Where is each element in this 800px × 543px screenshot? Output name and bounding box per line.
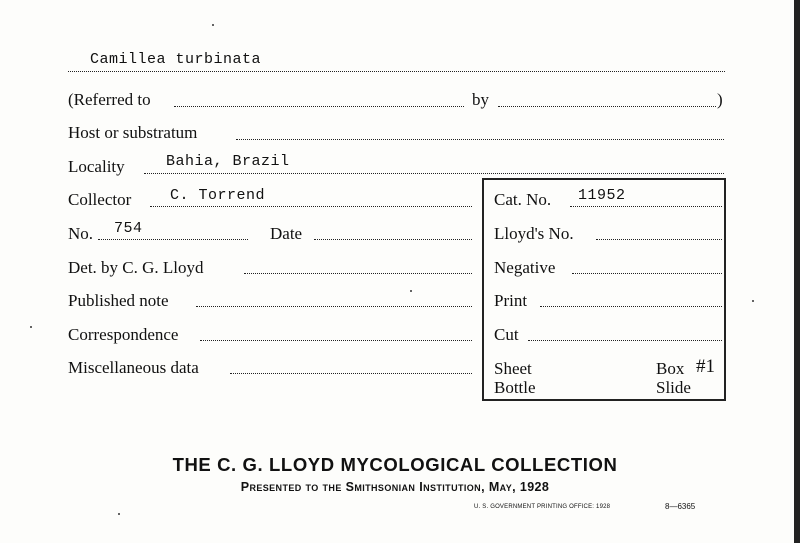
det-line bbox=[244, 273, 472, 274]
referred-label: (Referred to bbox=[68, 90, 151, 109]
sheet-label: Sheet bbox=[494, 359, 532, 378]
cat-value: 11952 bbox=[578, 187, 626, 204]
form-number: 8—6365 bbox=[665, 502, 696, 511]
date-label: Date bbox=[270, 224, 303, 243]
negative-line bbox=[572, 273, 722, 274]
correspondence-line bbox=[200, 340, 472, 341]
published-label: Published note bbox=[68, 291, 169, 310]
referred-close: ) bbox=[717, 90, 723, 109]
det-label: Det. by C. G. Lloyd bbox=[68, 258, 204, 277]
box-label: Box bbox=[656, 359, 685, 378]
box-top-border bbox=[482, 178, 726, 180]
locality-value: Bahia, Brazil bbox=[166, 153, 290, 170]
scan-edge bbox=[794, 0, 800, 543]
scan-speck bbox=[118, 513, 120, 515]
collector-label: Collector bbox=[68, 190, 132, 209]
cut-line bbox=[528, 340, 722, 341]
referred-line bbox=[174, 106, 464, 107]
box-bottom-border bbox=[482, 399, 726, 401]
negative-label: Negative bbox=[494, 258, 556, 277]
misc-line bbox=[230, 373, 472, 374]
collection-title: THE C. G. LLOYD MYCOLOGICAL COLLECTION bbox=[172, 454, 618, 475]
scan-speck bbox=[212, 24, 214, 26]
box-left-border bbox=[482, 178, 484, 400]
cat-label: Cat. No. bbox=[494, 190, 552, 209]
no-value: 754 bbox=[114, 220, 143, 237]
slide-label: Slide bbox=[656, 378, 691, 397]
scan-speck bbox=[30, 326, 32, 328]
locality-label: Locality bbox=[68, 157, 125, 176]
no-line bbox=[98, 239, 248, 240]
cat-line bbox=[570, 206, 722, 207]
collection-subtitle: Presented to the Smithsonian Institution, May, 1928 bbox=[240, 480, 550, 494]
date-line bbox=[314, 239, 472, 240]
scan-speck bbox=[410, 290, 412, 292]
lloyds-line bbox=[596, 239, 722, 240]
collector-value: C. Torrend bbox=[170, 187, 266, 204]
species-line bbox=[68, 71, 725, 72]
host-label: Host or substratum bbox=[68, 123, 198, 142]
box-value: #1 bbox=[696, 356, 715, 377]
no-label: No. bbox=[68, 224, 94, 243]
species-name: Camillea turbinata bbox=[90, 51, 262, 68]
locality-line bbox=[144, 173, 724, 174]
host-line bbox=[236, 139, 724, 140]
scan-speck bbox=[752, 300, 754, 302]
correspondence-label: Correspondence bbox=[68, 325, 179, 344]
by-label: by bbox=[472, 90, 489, 109]
collector-line bbox=[150, 206, 472, 207]
misc-label: Miscellaneous data bbox=[68, 358, 199, 377]
by-line bbox=[498, 106, 716, 107]
bottle-label: Bottle bbox=[494, 378, 536, 397]
print-label: Print bbox=[494, 291, 528, 310]
printer-imprint: U. S. GOVERNMENT PRINTING OFFICE: 1928 bbox=[474, 504, 611, 510]
published-line bbox=[196, 306, 472, 307]
cut-label: Cut bbox=[494, 325, 519, 344]
print-line bbox=[540, 306, 722, 307]
lloyds-label: Lloyd's No. bbox=[494, 224, 574, 243]
box-right-border bbox=[724, 178, 726, 400]
